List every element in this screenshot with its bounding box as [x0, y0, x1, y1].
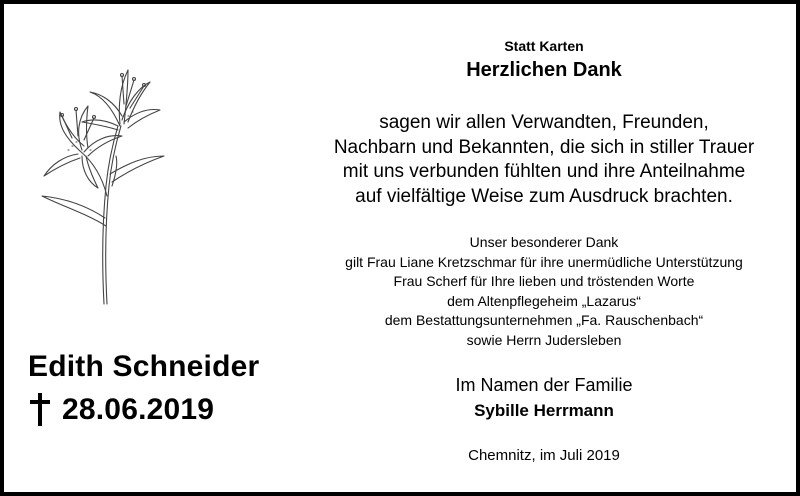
special-thanks-line: Unser besonderer Dank [469, 234, 619, 250]
message-line: mit uns verbunden fühlten und ihre Anteilnahme [342, 161, 746, 182]
special-thanks-line: gilt Frau Liane Kretzschmar für ihre unermüdliche Unterstützung [345, 253, 743, 270]
pre-title: Statt Karten [504, 38, 584, 54]
death-date-row [28, 392, 214, 428]
special-thanks [294, 233, 794, 350]
special-thanks-line: dem Bestattungsunternehmen „Fa. Rauschenbach“ [384, 312, 704, 328]
lily-flower-illustration [32, 46, 182, 306]
on-behalf-of-family: Im Namen der Familie [455, 375, 633, 395]
page-title: Herzlichen Dank [466, 59, 622, 81]
death-date: 28.06.2019 [62, 393, 215, 426]
special-thanks-line: sowie Herrn Judersleben [466, 331, 622, 348]
thanks-message [294, 111, 794, 209]
message-line: sagen wir allen Verwandten, Freunden, [379, 112, 709, 133]
message-line: Nachbarn und Bekannten, die sich in stiller Trauer [333, 136, 755, 158]
special-thanks-line: Frau Scherf für Ihre lieben und tröstenden Worte [393, 273, 695, 289]
cross-icon [28, 392, 52, 428]
message-line: auf vielfältige Weise zum Ausdruck brachten. [355, 185, 733, 207]
special-thanks-line: dem Altenpflegeheim „Lazarus“ [447, 292, 641, 309]
deceased-name: Edith Schneider [28, 350, 260, 383]
place-and-date: Chemnitz, im Juli 2019 [468, 447, 620, 464]
signer-name: Sybille Herrmann [474, 401, 614, 420]
